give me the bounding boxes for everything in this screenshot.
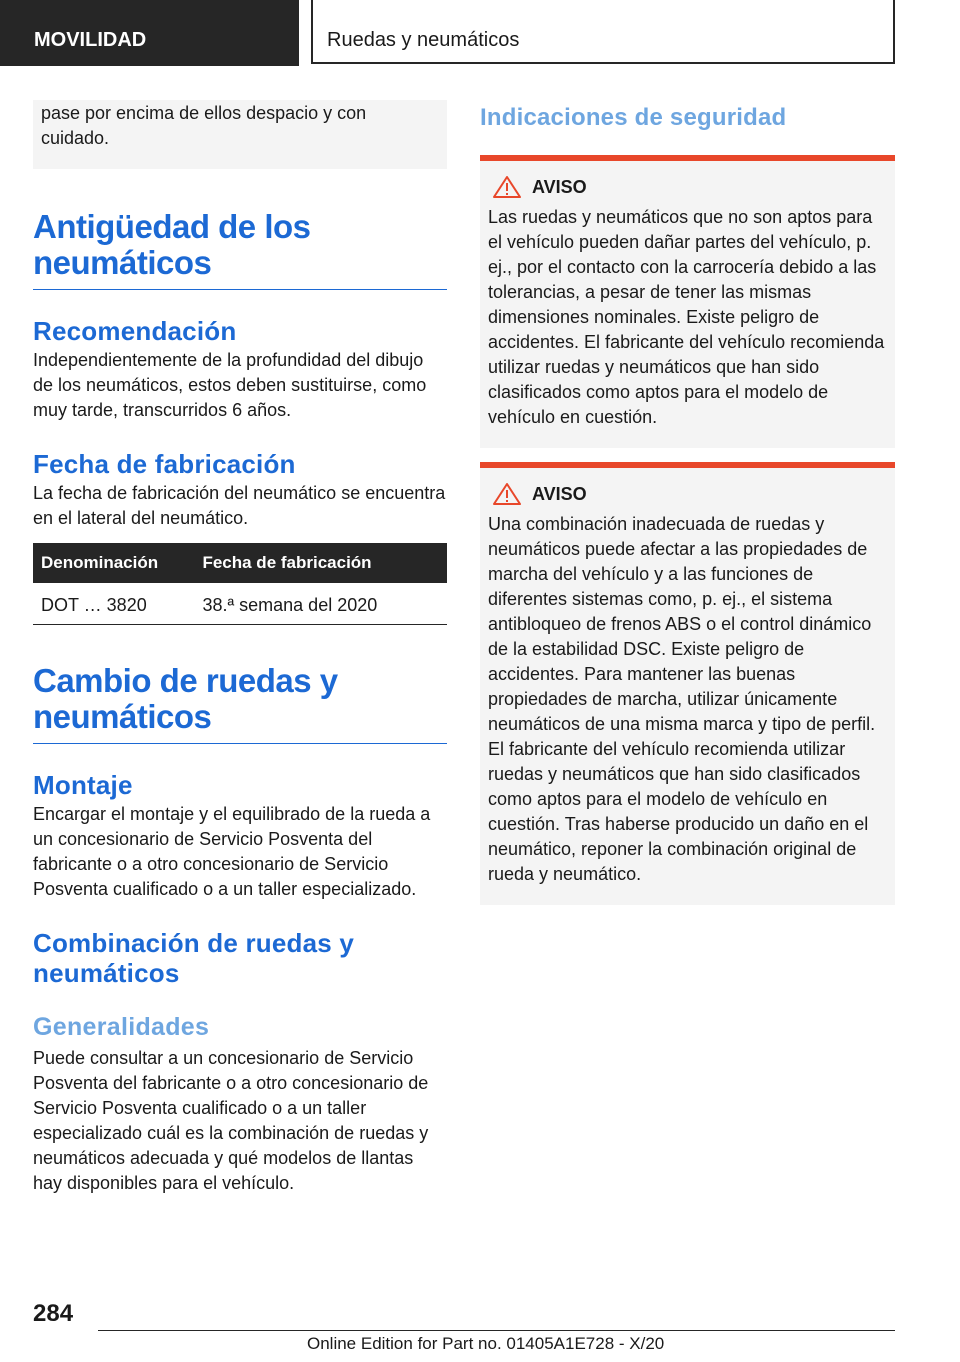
- heading-combination: Combinación de ruedas y neumáticos: [33, 928, 355, 988]
- header-topic-label: Ruedas y neumáticos: [311, 0, 895, 64]
- heading-tire-age: Antigüedad de los neumáticos: [33, 209, 447, 290]
- mounting-text: Encargar el montaje y el equilibrado de la rueda a un concesionario de Servicio Posventa del fabricante o a otro concesionario de Servicio Posventa cualificado o a un taller especializado.: [33, 804, 431, 899]
- heading-recommendation: Recomendación: [33, 316, 237, 346]
- header-section-label: MOVILIDAD: [0, 0, 299, 66]
- left-column: [33, 103, 447, 1196]
- warning-box-1: [480, 155, 895, 448]
- footer-edition-text: Online Edition for Part no. 01405A1E728 - X/20: [307, 1334, 665, 1353]
- warning-label: AVISO: [532, 176, 587, 197]
- heading-change-wheels: Cambio de ruedas y neumáticos: [33, 663, 447, 744]
- table-header-manufacture-date: Fecha de fabricación: [194, 543, 447, 583]
- table-header-designation: Denominación: [33, 543, 194, 583]
- heading-manufacture-date: Fecha de fabricación: [33, 449, 296, 479]
- recommendation-text: Independientemente de la profundidad del dibujo de los neumáticos, estos deben sustituirse, como muy tarde, transcurridos 6 años.: [33, 350, 427, 420]
- warning-box-2: [480, 462, 895, 905]
- footer-divider: [98, 1330, 895, 1331]
- table-cell-manufacture-date: 38.ª semana del 2020: [194, 583, 447, 625]
- warning-text: Una combinación inadecuada de ruedas y neumáticos puede afectar a las propiedades de marcha del vehículo y a las funciones de diferentes sistemas como, p. ej., el sistema antibloqueo de frenos ABS o el control dinámico de la estabilidad DSC. Existe peligro de accidentes. Para mantener las buenas propiedades de marcha, utilizar únicamente neumáticos de una misma marca y tipo de perfil. El fabricante del vehículo recomienda utilizar ruedas y neumáticos que han sido clasificados como aptos para el modelo de vehículo en cuestión. Tras haberse producido un daño en el neumático, reponer la combinación original de rueda y neumático.: [488, 514, 876, 884]
- warning-triangle-icon: [492, 482, 522, 506]
- warning-header: [488, 482, 887, 506]
- continued-note-box: [33, 100, 447, 169]
- page-number: 284: [33, 1300, 74, 1327]
- general-text: Puede consultar a un concesionario de Servicio Posventa del fabricante o a otro concesionario de Servicio Posventa cualificado o a un taller especializado cuál es la combinación de ruedas y neumáticos adecuada y qué modelos de llantas hay disponibles para el vehículo.: [33, 1048, 429, 1193]
- heading-mounting: Montaje: [33, 770, 133, 800]
- heading-safety-notes: Indicaciones de seguridad: [480, 104, 787, 131]
- manufacture-date-text: La fecha de fabricación del neumático se encuentra en el lateral del neumático.: [33, 483, 446, 528]
- warning-triangle-icon: [492, 175, 522, 199]
- table-header-row: [33, 543, 447, 583]
- page-header: [0, 0, 960, 66]
- heading-general: Generalidades: [33, 1013, 210, 1041]
- continued-note-text: pase por encima de ellos despacio y con cuidado.: [41, 103, 367, 148]
- right-column: [480, 103, 895, 919]
- table-cell-designation: DOT … 3820: [33, 583, 194, 625]
- warning-header: [488, 175, 887, 199]
- warning-label: AVISO: [532, 483, 587, 504]
- warning-text: Las ruedas y neumáticos que no son aptos para el vehículo pueden dañar partes del vehículo, p. ej., por el contacto con la carrocería debido a las tolerancias, a pesar de tener las mismas dimensiones nominales. Existe peligro de accidentes. El fabricante del vehículo recomienda utilizar ruedas y neumáticos que han sido clasificados como aptos para el modelo de vehículo en cuestión.: [488, 207, 885, 427]
- manufacture-date-table: [33, 543, 447, 625]
- table-row: [33, 583, 447, 625]
